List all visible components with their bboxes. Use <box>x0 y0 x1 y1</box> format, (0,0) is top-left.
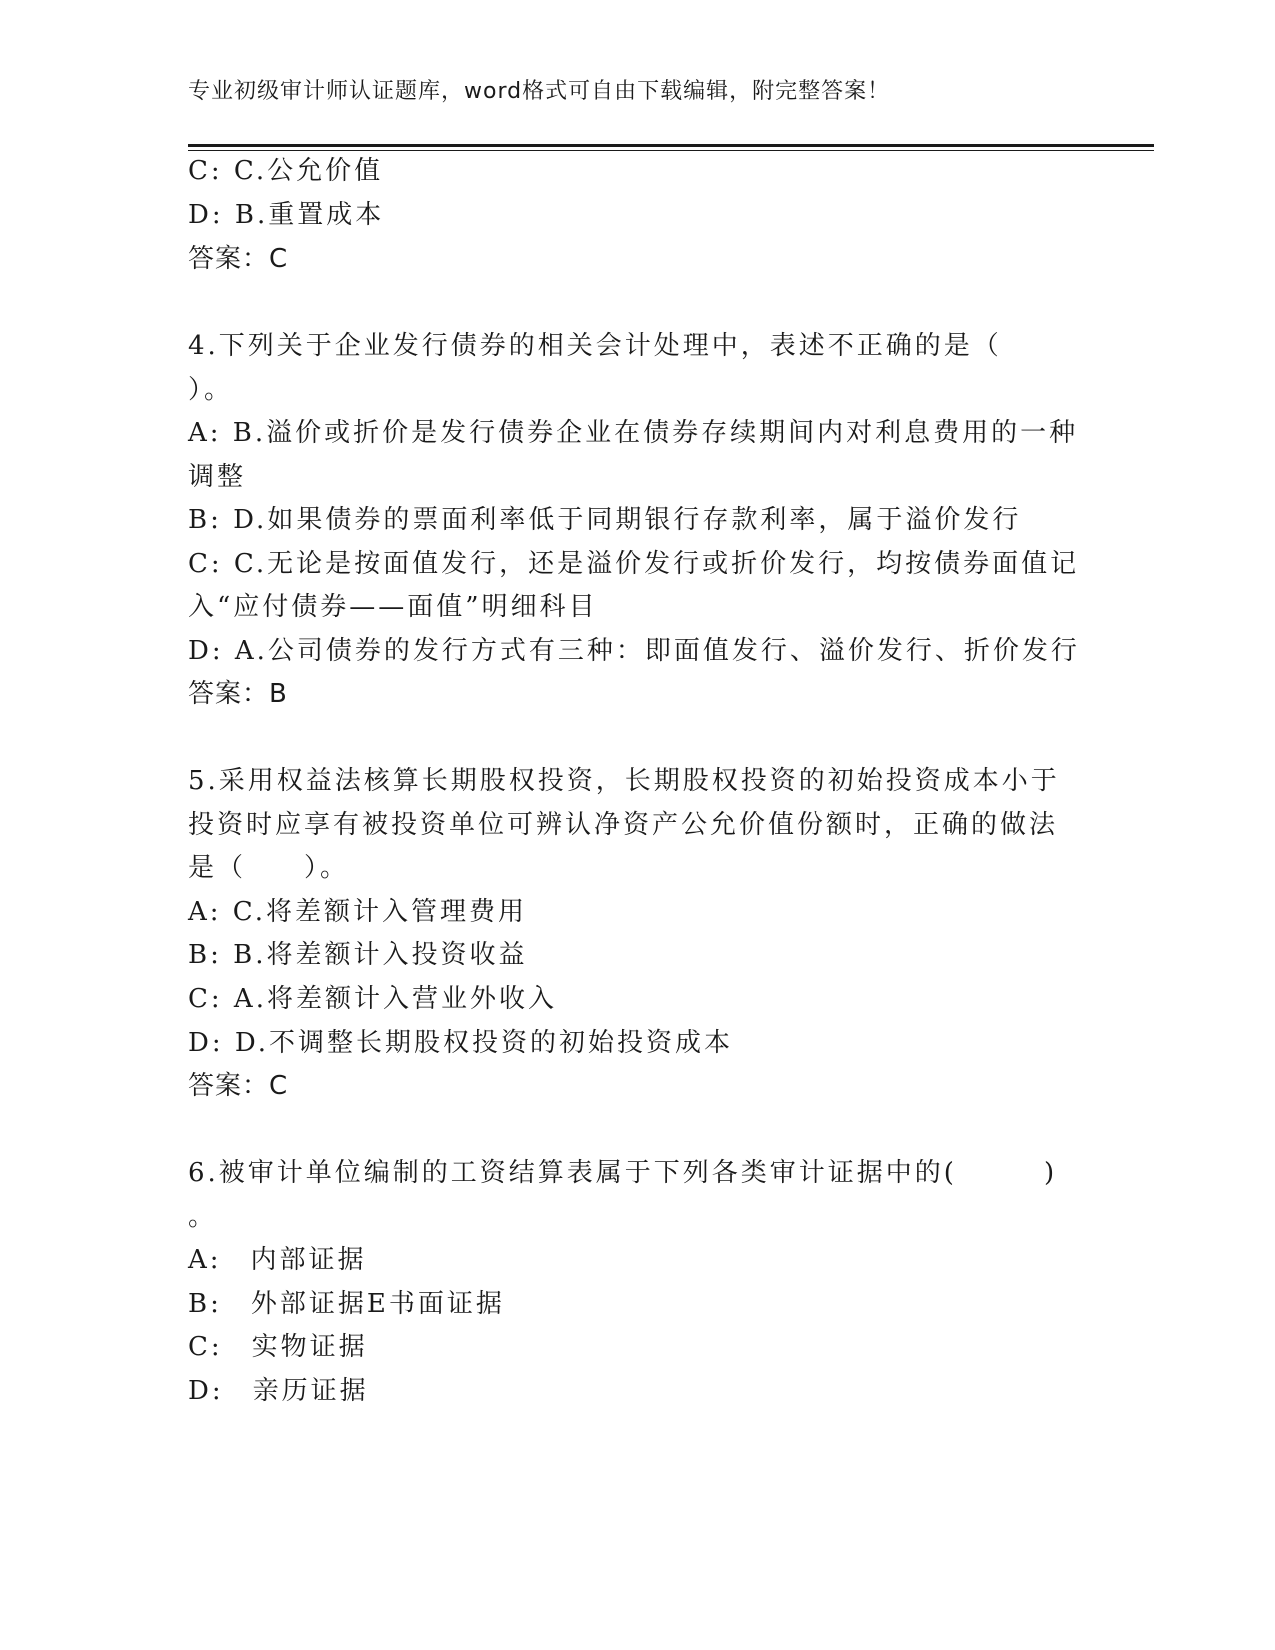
option-line: C: 实物证据 <box>188 1332 368 1362</box>
question-line: 5.采用权益法核算长期股权投资，长期股权投资的初始投资成本小于 <box>188 766 1060 796</box>
question-line: 6.被审计单位编制的工资结算表属于下列各类审计证据中的( ) <box>188 1158 1058 1188</box>
option-line: D: B.重置成本 <box>188 200 385 230</box>
question-line: 投资时应享有被投资单位可辨认净资产公允价值份额时，正确的做法 <box>188 810 1059 840</box>
option-line: B: 外部证据E书面证据 <box>188 1289 505 1319</box>
option-line: A: C.将差额计入管理费用 <box>188 897 528 927</box>
answer-line: 答案：C <box>188 1071 289 1101</box>
option-line: D: D.不调整长期股权投资的初始投资成本 <box>188 1028 734 1058</box>
question-line: ）。 <box>188 375 234 405</box>
option-line: C: A.将差额计入营业外收入 <box>188 984 557 1014</box>
question-line: 是（ ）。 <box>188 853 350 883</box>
option-line: D: 亲历证据 <box>188 1376 369 1406</box>
question-line: 4.下列关于企业发行债券的相关会计处理中，表述不正确的是（ <box>188 331 1002 361</box>
option-line: A: B.溢价或折价是发行债券企业在债券存续期间内对利息费用的一种 <box>188 418 1079 448</box>
option-line: A: 内部证据 <box>188 1245 367 1275</box>
option-line: 入“应付债券——面值”明细科目 <box>188 592 598 622</box>
answer-line: 答案：B <box>188 679 288 709</box>
option-line: 调整 <box>188 462 247 492</box>
option-line: B: D.如果债券的票面利率低于同期银行存款利率，属于溢价发行 <box>188 505 1022 535</box>
option-line: B: B.将差额计入投资收益 <box>188 940 528 970</box>
question-line: 。 <box>188 1202 218 1232</box>
option-line: D: A.公司债券的发行方式有三种：即面值发行、溢价发行、折价发行 <box>188 636 1080 666</box>
header-rule-thin <box>188 150 1154 151</box>
answer-line: 答案：C <box>188 244 289 274</box>
page-header: 专业初级审计师认证题库，word格式可自由下载编辑，附完整答案！ <box>188 79 891 104</box>
option-line: C: C.无论是按面值发行，还是溢价发行或折价发行，均按债券面值记 <box>188 549 1080 579</box>
option-line: C: C.公允价值 <box>188 156 384 186</box>
header-rule-thick <box>188 144 1154 147</box>
